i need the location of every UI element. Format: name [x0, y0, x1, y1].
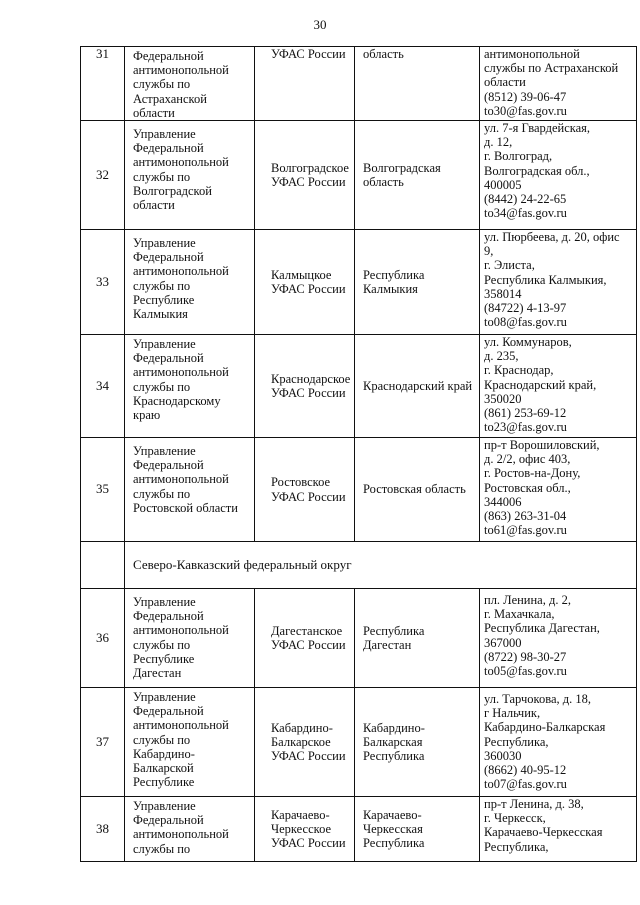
office-name: Управление Федеральной антимонопольной службы по: [133, 799, 229, 856]
table-row: [81, 589, 637, 688]
office-region: Республика Дагестан: [363, 623, 425, 653]
office-short-name: УФАС России: [271, 47, 346, 61]
fas-offices-table: [80, 46, 637, 862]
office-region: область: [363, 47, 404, 61]
row-number: 31: [81, 47, 125, 121]
section-row: [81, 542, 637, 589]
office-short-name: Ростовское УФАС России: [271, 475, 346, 504]
office-name: Управление Федеральной антимонопольной службы по Республике Дагестан: [133, 595, 229, 681]
row-number: 36: [81, 589, 125, 688]
office-short-name: Кабардино- Балкарское УФАС России: [271, 720, 346, 764]
office-address: пр-т Ворошиловский, д. 2/2, офис 403, г. Ростов-на-Дону, Ростовская обл., 344006 (863) 263-31-04 to61@fas.gov.ru: [484, 438, 600, 538]
office-name: Управление Федеральной антимонопольной службы по Волгоградской области: [133, 127, 229, 213]
office-address: пр-т Ленина, д. 38, г. Черкесск, Карачаево-Черкесская Республика,: [484, 797, 603, 854]
office-name: Управление Федеральной антимонопольной службы по Ростовской области: [133, 444, 238, 515]
table-row: [81, 335, 637, 438]
office-name: Управление Федеральной антимонопольной службы по Республике Калмыкия: [133, 236, 229, 322]
row-number: 38: [81, 797, 125, 862]
office-region: Волгоградская область: [363, 160, 441, 190]
office-short-name: Волгоградское УФАС России: [271, 160, 349, 190]
office-region: Краснодарский край: [363, 378, 473, 393]
office-short-name: Дагестанское УФАС России: [271, 623, 346, 653]
table-row: [81, 688, 637, 797]
page-number: 30: [313, 17, 327, 32]
row-number: 34: [81, 335, 125, 438]
table-row: [81, 797, 637, 862]
row-number: 32: [81, 121, 125, 230]
office-name: Управление Федеральной антимонопольной службы по Краснодарскому краю: [133, 337, 229, 423]
table-row: [81, 47, 637, 121]
table-row: [81, 438, 637, 542]
office-address: ул. Тарчокова, д. 18, г Нальчик, Кабардино-Балкарская Республика, 360030 (8662) 40-95-12 to07@fas.gov.ru: [484, 692, 606, 792]
row-number: 35: [81, 438, 125, 542]
office-region: Кабардино- Балкарская Республика: [363, 720, 425, 764]
office-name: Федеральной антимонопольной службы по Астраханской области: [133, 49, 229, 120]
office-address: ул. Коммунаров, д. 235, г. Краснодар, Краснодарский край, 350020 (861) 253-69-12 to23@fas.gov.ru: [484, 335, 597, 435]
row-number: 33: [81, 230, 125, 335]
office-name: Управление Федеральной антимонопольной службы по Кабардино- Балкарской Республике: [133, 690, 229, 790]
office-address: пл. Ленина, д. 2, г. Махачкала, Республика Дагестан, 367000 (8722) 98-30-27 to05@fas.gov.ru: [484, 593, 600, 679]
office-short-name: Краснодарское УФАС России: [271, 371, 351, 401]
table-row: [81, 230, 637, 335]
row-number: 37: [81, 688, 125, 797]
office-address: ул. Пюрбеева, д. 20, офис 9, г. Элиста, Республика Калмыкия, 358014 (84722) 4-13-97 to08@fas.gov.ru: [484, 230, 620, 330]
section-title: Северо-Кавказский федеральный округ: [125, 542, 637, 589]
office-short-name: Карачаево- Черкесское УФАС России: [271, 807, 346, 851]
office-address: антимонопольной службы по Астраханской области (8512) 39-06-47 to30@fas.gov.ru: [484, 47, 619, 118]
office-short-name: Калмыцкое УФАС России: [271, 267, 346, 297]
table-row: [81, 121, 637, 230]
office-region: Ростовская область: [363, 482, 466, 497]
office-region: Республика Калмыкия: [363, 267, 425, 297]
office-address: ул. 7-я Гвардейская, д. 12, г. Волгоград, Волгоградская обл., 400005 (8442) 24-22-65 to34@fas.gov.ru: [484, 121, 591, 221]
office-region: Карачаево- Черкесская Республика: [363, 807, 425, 851]
section-number-cell: [81, 542, 125, 589]
